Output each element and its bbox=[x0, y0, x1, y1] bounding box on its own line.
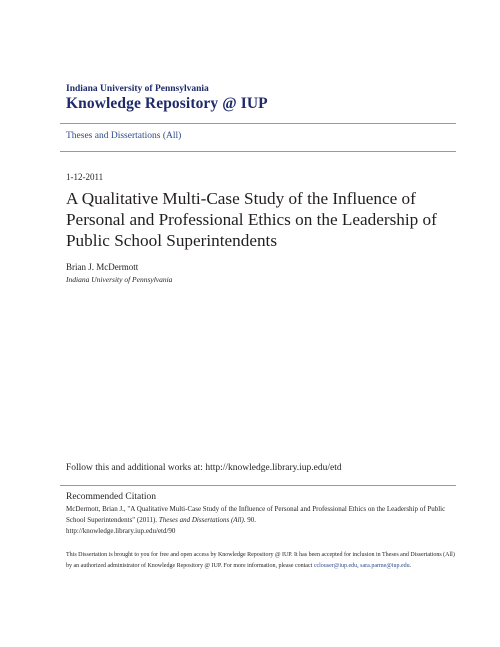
repository-name[interactable]: Knowledge Repository @ IUP bbox=[66, 95, 268, 112]
university-name: Indiana University of Pennsylvania bbox=[66, 84, 209, 94]
author-affiliation: Indiana University of Pennsylvania bbox=[66, 275, 173, 284]
citation-text bbox=[66, 504, 456, 537]
collection-link[interactable]: Theses and Dissertations (All) bbox=[66, 131, 182, 141]
notice-separator: , bbox=[357, 563, 361, 569]
contact-email-1[interactable]: cclouser@iup.edu bbox=[313, 563, 358, 569]
divider-collection bbox=[60, 151, 456, 152]
follow-line bbox=[66, 462, 342, 474]
collection-label bbox=[66, 130, 181, 142]
divider-citation bbox=[60, 485, 456, 486]
access-notice bbox=[66, 550, 458, 572]
follow-link[interactable]: http://knowledge.library.iup.edu/etd bbox=[205, 463, 342, 473]
divider-top bbox=[60, 123, 456, 124]
citation-number: . 90. bbox=[243, 516, 257, 524]
citation-body: McDermott, Brian J., "A Qualitative Multi-Case Study of the Influence of Personal and Professional Ethics on the Leadership of Public School Superintendents" (2011). bbox=[66, 505, 446, 524]
citation-heading: Recommended Citation bbox=[66, 492, 156, 502]
follow-text: Follow this and additional works at: bbox=[66, 463, 206, 473]
contact-email-2[interactable]: sara.parme@iup.edu bbox=[360, 563, 410, 569]
repository-header bbox=[66, 84, 268, 113]
citation-series: Theses and Dissertations (All) bbox=[158, 516, 244, 524]
publication-date: 1-12-2011 bbox=[66, 172, 104, 182]
author-name: Brian J. McDermott bbox=[66, 262, 139, 272]
document-title: A Qualitative Multi-Case Study of the Influence of Personal and Professional Ethics on the Leadership of Public School Superintendents bbox=[66, 189, 437, 250]
citation-link[interactable]: http://knowledge.library.iup.edu/etd/90 bbox=[66, 527, 176, 535]
notice-end: . bbox=[409, 563, 412, 569]
notice-text: This Dissertation is brought to you for free and open access by Knowledge Repository @ IUP. It has been accepted for inclusion in Theses and Dissertations (All) by an authorized administrator of Knowledge Repository @ IUP. For more information, please contact bbox=[66, 552, 455, 569]
